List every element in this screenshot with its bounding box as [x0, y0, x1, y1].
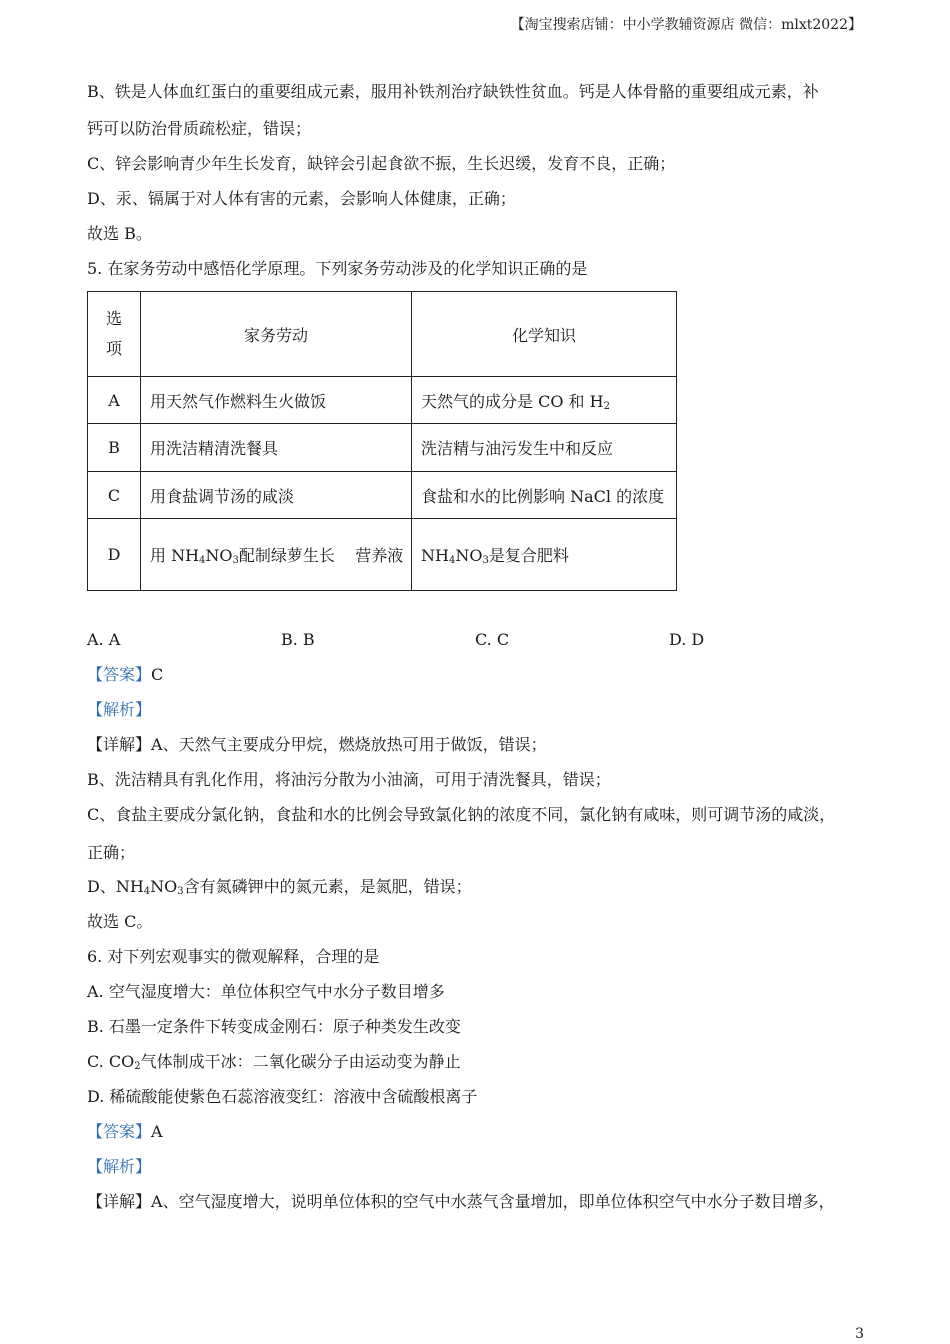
q5-detail-a: 【详解】A、天然气主要成分甲烷，燃烧放热可用于做饭，错误； — [87, 735, 547, 754]
q6-option-d: D. 稀硫酸能使紫色石蕊溶液变红：溶液中含硫酸根离子 — [87, 1087, 478, 1106]
q5-table — [87, 291, 677, 591]
row-labor: 用 $NH_4NO_3$配制绿萝生长 营养液 — [141, 519, 412, 591]
row-knowledge: 食盐和水的比例影响 NaCl 的浓度 — [412, 472, 677, 519]
answer-tag: 【答案】 — [87, 665, 152, 684]
prev-option-c: C、锌会影响青少年生长发育，缺锌会引起食欲不振，生长迟缓，发育不良，正确； — [87, 154, 676, 173]
row-option: A — [88, 377, 141, 424]
table-row — [88, 424, 677, 472]
choice-b: B. B — [281, 630, 315, 649]
header-option-char-1: 选 — [105, 309, 122, 328]
prev-conclusion: 故选 B。 — [87, 224, 152, 243]
row-knowledge: 洗洁精与油污发生中和反应 — [412, 424, 677, 472]
q5-detail-d: D、$NH_4NO_3$含有氮磷钾中的氮元素，是氮肥，错误； — [87, 877, 472, 897]
answer-value: A — [151, 1122, 163, 1141]
row-option: D — [88, 519, 141, 591]
answer-tag: 【答案】 — [87, 1122, 152, 1141]
q5-choices — [87, 630, 867, 650]
choice-d: D. D — [669, 630, 705, 649]
prev-option-d: D、汞、镉属于对人体有害的元素，会影响人体健康，正确； — [87, 189, 516, 208]
q6-option-b: B. 石墨一定条件下转变成金刚石：原子种类发生改变 — [87, 1017, 461, 1036]
q6-analysis-tag: 【解析】 — [87, 1157, 152, 1176]
q5-detail-b: B、洗洁精具有乳化作用，将油污分散为小油滴，可用于清洗餐具，错误； — [87, 770, 611, 789]
prev-option-b-line2: 钙可以防治骨质疏松症，错误； — [87, 119, 312, 138]
q5-detail-c-line2: 正确； — [87, 843, 136, 862]
header-option-cell — [88, 292, 141, 377]
answer-value: C — [151, 665, 164, 684]
choice-a: A. A — [87, 630, 121, 649]
choice-c: C. C — [475, 630, 510, 649]
q6-stem: 6. 对下列宏观事实的微观解释，合理的是 — [87, 947, 380, 966]
row-option: B — [88, 424, 141, 472]
q5-detail-c-line1: C、食盐主要成分氯化钠，食盐和水的比例会导致氯化钠的浓度不同，氯化钠有咸味，则可调节汤的咸淡， — [87, 805, 836, 824]
prev-option-b-line1: B、铁是人体血红蛋白的重要组成元素，服用补铁剂治疗缺铁性贫血。钙是人体骨骼的重要组成元素，补 — [87, 82, 819, 101]
row-option: C — [88, 472, 141, 519]
q6-answer — [87, 1122, 163, 1142]
table-header-row — [88, 292, 677, 377]
row-labor: 用天然气作燃料生火做饭 — [141, 377, 412, 424]
q5-stem: 5. 在家务劳动中感悟化学原理。下列家务劳动涉及的化学知识正确的是 — [87, 259, 588, 278]
header-option-char-2: 项 — [105, 339, 122, 358]
table-row — [88, 519, 677, 591]
q6-option-a: A. 空气湿度增大：单位体积空气中水分子数目增多 — [87, 982, 445, 1001]
q5-answer — [87, 665, 163, 685]
q6-detail-a: 【详解】A、空气湿度增大，说明单位体积的空气中水蒸气含量增加，即单位体积空气中水分子数目增多， — [87, 1192, 835, 1211]
row-knowledge: 天然气的成分是 CO 和 $H_2$ — [412, 377, 677, 424]
row-knowledge: $NH_4NO_3$是复合肥料 — [412, 519, 677, 591]
header-labor-cell: 家务劳动 — [141, 292, 412, 377]
row-labor: 用食盐调节汤的咸淡 — [141, 472, 412, 519]
page-number: 3 — [855, 1326, 864, 1342]
header-knowledge-cell: 化学知识 — [412, 292, 677, 377]
q5-analysis-tag: 【解析】 — [87, 700, 152, 719]
row-labor: 用洗洁精清洗餐具 — [141, 424, 412, 472]
table-row — [88, 377, 677, 424]
page-header: 【淘宝搜索店铺：中小学教辅资源店 微信：mlxt2022】 — [510, 17, 862, 33]
q6-option-c: C. $CO_2$气体制成干冰：二氧化碳分子由运动变为静止 — [87, 1052, 461, 1072]
table-row — [88, 472, 677, 519]
q5-conclusion: 故选 C。 — [87, 912, 153, 931]
